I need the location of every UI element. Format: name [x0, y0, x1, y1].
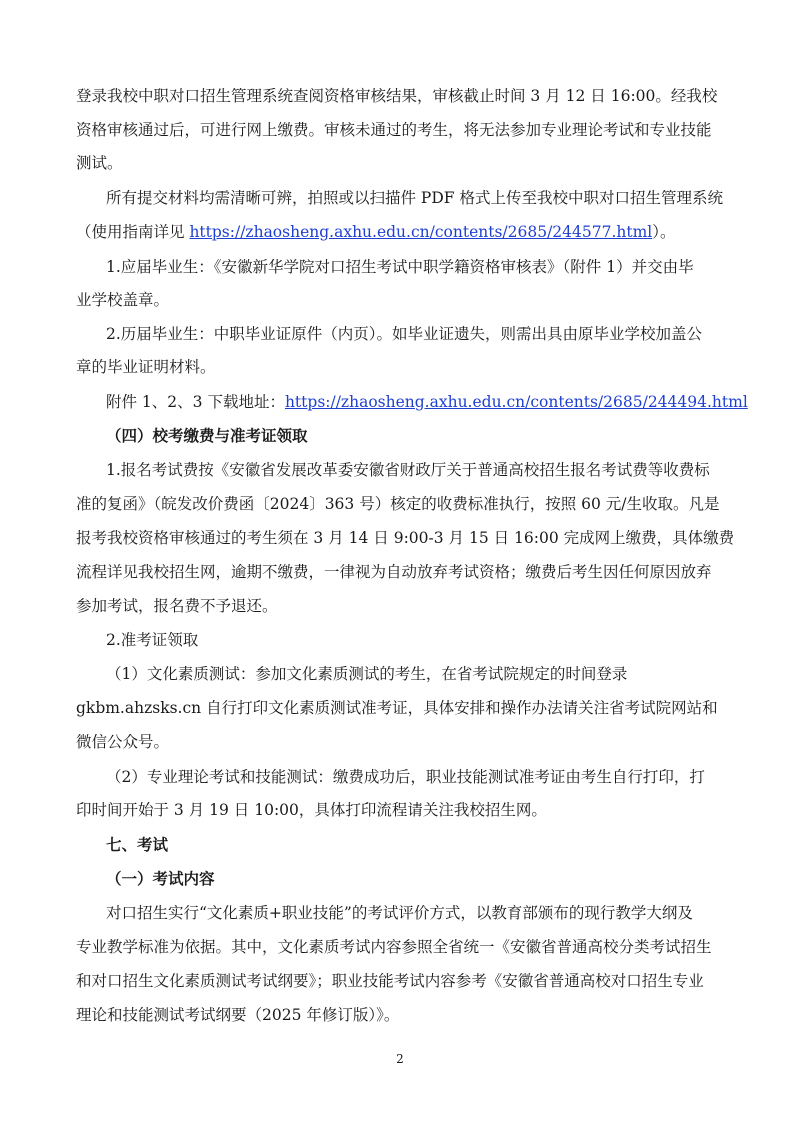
- download-label: 附件 1、2、3 下载地址：: [106, 393, 285, 411]
- paragraph-line: 2.准考证领取: [106, 631, 199, 649]
- guide-link[interactable]: https://zhaosheng.axhu.edu.cn/contents/2685/244577.html: [189, 223, 653, 241]
- link-suffix-text: ）。: [652, 223, 676, 241]
- paragraph-line: 1.应届毕业生：《安徽新华学院对口招生考试中职学籍资格审核表》（附件 1）并交由毕: [106, 258, 694, 276]
- download-link[interactable]: https://zhaosheng.axhu.edu.cn/contents/2685/244494.html: [284, 393, 748, 411]
- paragraph-line: 和对口招生文化素质测试考试纲要》；职业技能考试内容参考《安徽省普通高校对口招生专业: [76, 972, 704, 990]
- paragraph-line: 对口招生实行“文化素质+职业技能”的考试评价方式，以教育部颁布的现行教学大纲及: [106, 904, 693, 922]
- paragraph-line: 微信公众号。: [76, 733, 170, 751]
- paragraph-line: 流程详见我校招生网，逾期不缴费，一律视为自动放弃考试资格；缴费后考生因任何原因放弃: [76, 563, 712, 581]
- paragraph-line: 测试。: [76, 154, 123, 172]
- paragraph-line: （1）文化素质测试：参加文化素质测试的考生，在省考试院规定的时间登录: [106, 665, 628, 683]
- paragraph-line: 2.历届毕业生：中职毕业证原件（内页）。如毕业证遗失，则需出具由原毕业学校加盖公: [106, 325, 703, 343]
- chapter-heading: 七、考试: [106, 836, 169, 854]
- paragraph-line: gkbm.ahzsks.cn 自行打印文化素质测试准考证，具体安排和操作办法请关注省考试院网站和: [76, 699, 718, 717]
- paragraph-line: （2）专业理论考试和技能测试：缴费成功后，职业技能测试准考证由考生自行打印，打: [106, 768, 705, 786]
- paragraph-line: [76, 222, 676, 242]
- paragraph-line: 理论和技能测试考试纲要（2025 年修订版）》。: [76, 1006, 400, 1024]
- paragraph-line: 参加考试，报名费不予退还。: [76, 597, 278, 615]
- section-heading: （四）校考缴费与准考证领取: [106, 427, 308, 445]
- paragraph-line: 专业教学标准为依据。其中，文化素质考试内容参照全省统一《安徽省普通高校分类考试招生: [76, 938, 712, 956]
- paragraph-line: 报考我校资格审核通过的考生须在 3 月 14 日 9:00-3 月 15 日 16:00 完成网上缴费，具体缴费: [76, 529, 735, 547]
- paragraph-line: 资格审核通过后，可进行网上缴费。审核未通过的考生，将无法参加专业理论考试和专业技能: [76, 121, 712, 139]
- paragraph-line: 印时间开始于 3 月 19 日 10:00，具体打印流程请关注我校招生网。: [76, 801, 547, 819]
- paragraph-line: 1.报名考试费按《安徽省发展改革委安徽省财政厅关于普通高校招生报名考试费等收费标: [106, 461, 710, 479]
- paragraph-line: 准的复函》（皖发改价费函〔2024〕363 号）核定的收费标准执行，按照 60 元/生收取。凡是: [76, 495, 720, 513]
- paragraph-line: 登录我校中职对口招生管理系统查阅资格审核结果，审核截止时间 3 月 12 日 16:00。经我校: [76, 87, 718, 105]
- paragraph-line: 章的毕业证明材料。: [76, 358, 216, 376]
- page-number: 2: [396, 1052, 404, 1066]
- link-prefix-text: （使用指南详见: [76, 223, 190, 241]
- paragraph-line: 所有提交材料均需清晰可辨，拍照或以扫描件 PDF 格式上传至我校中职对口招生管理系统: [106, 189, 723, 207]
- paragraph-line: [106, 392, 748, 412]
- section-heading: （一）考试内容: [106, 870, 215, 888]
- paragraph-line: 业学校盖章。: [76, 291, 170, 309]
